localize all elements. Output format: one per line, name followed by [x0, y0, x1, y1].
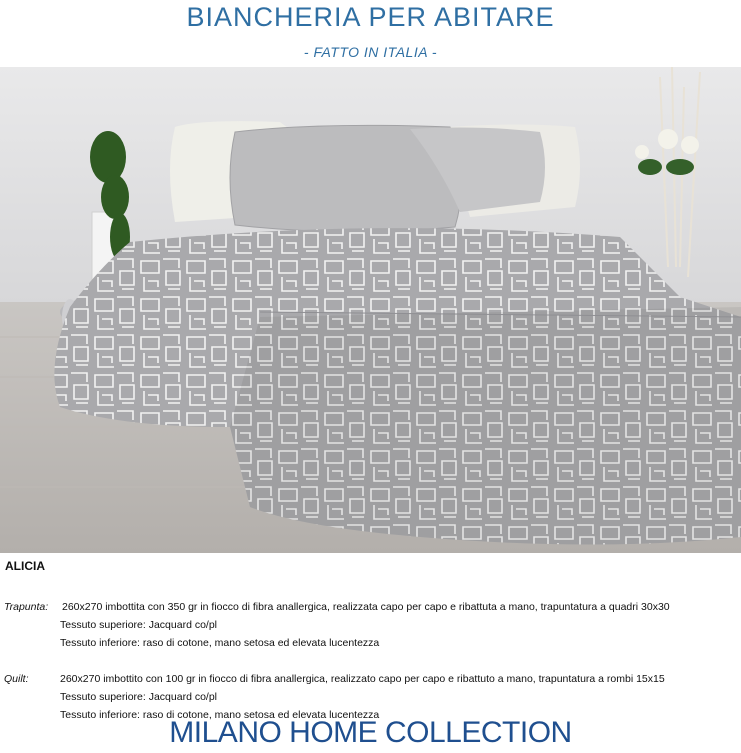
product-photo: [0, 67, 741, 553]
trapunta-label: Trapunta:: [4, 601, 49, 613]
quilt-label: Quilt:: [4, 673, 29, 685]
quilt-line-3: Tessuto inferiore: raso di cotone, mano setosa ed elevata lucentezza: [60, 709, 380, 721]
trapunta-spec: [4, 598, 741, 658]
trapunta-line-2: Tessuto superiore: Jacquard co/pl: [60, 619, 218, 631]
quilt-line-1: 260x270 imbottito con 100 gr in fiocco di fibra anallergica, realizzato capo per capo e ribattuto a mano, trapuntatura a rombi 15x15: [60, 673, 665, 685]
trapunta-line-3: Tessuto inferiore: raso di cotone, mano setosa ed elevata lucentezza: [60, 637, 380, 649]
bed-illustration: [0, 67, 741, 553]
quilt-line-2: Tessuto superiore: Jacquard co/pl: [60, 691, 218, 703]
product-name: ALICIA: [5, 559, 45, 573]
brand-title: BIANCHERIA PER ABITARE: [186, 2, 555, 32]
brand-subtitle: - FATTO IN ITALIA -: [303, 44, 438, 60]
trapunta-line-1: 260x270 imbottita con 350 gr in fiocco di fibra anallergica, realizzata capo per capo e ribattuta a mano, trapuntatura a quadri 30x30: [62, 601, 670, 613]
footer-brand: MILANO HOME COLLECTION: [169, 716, 572, 749]
